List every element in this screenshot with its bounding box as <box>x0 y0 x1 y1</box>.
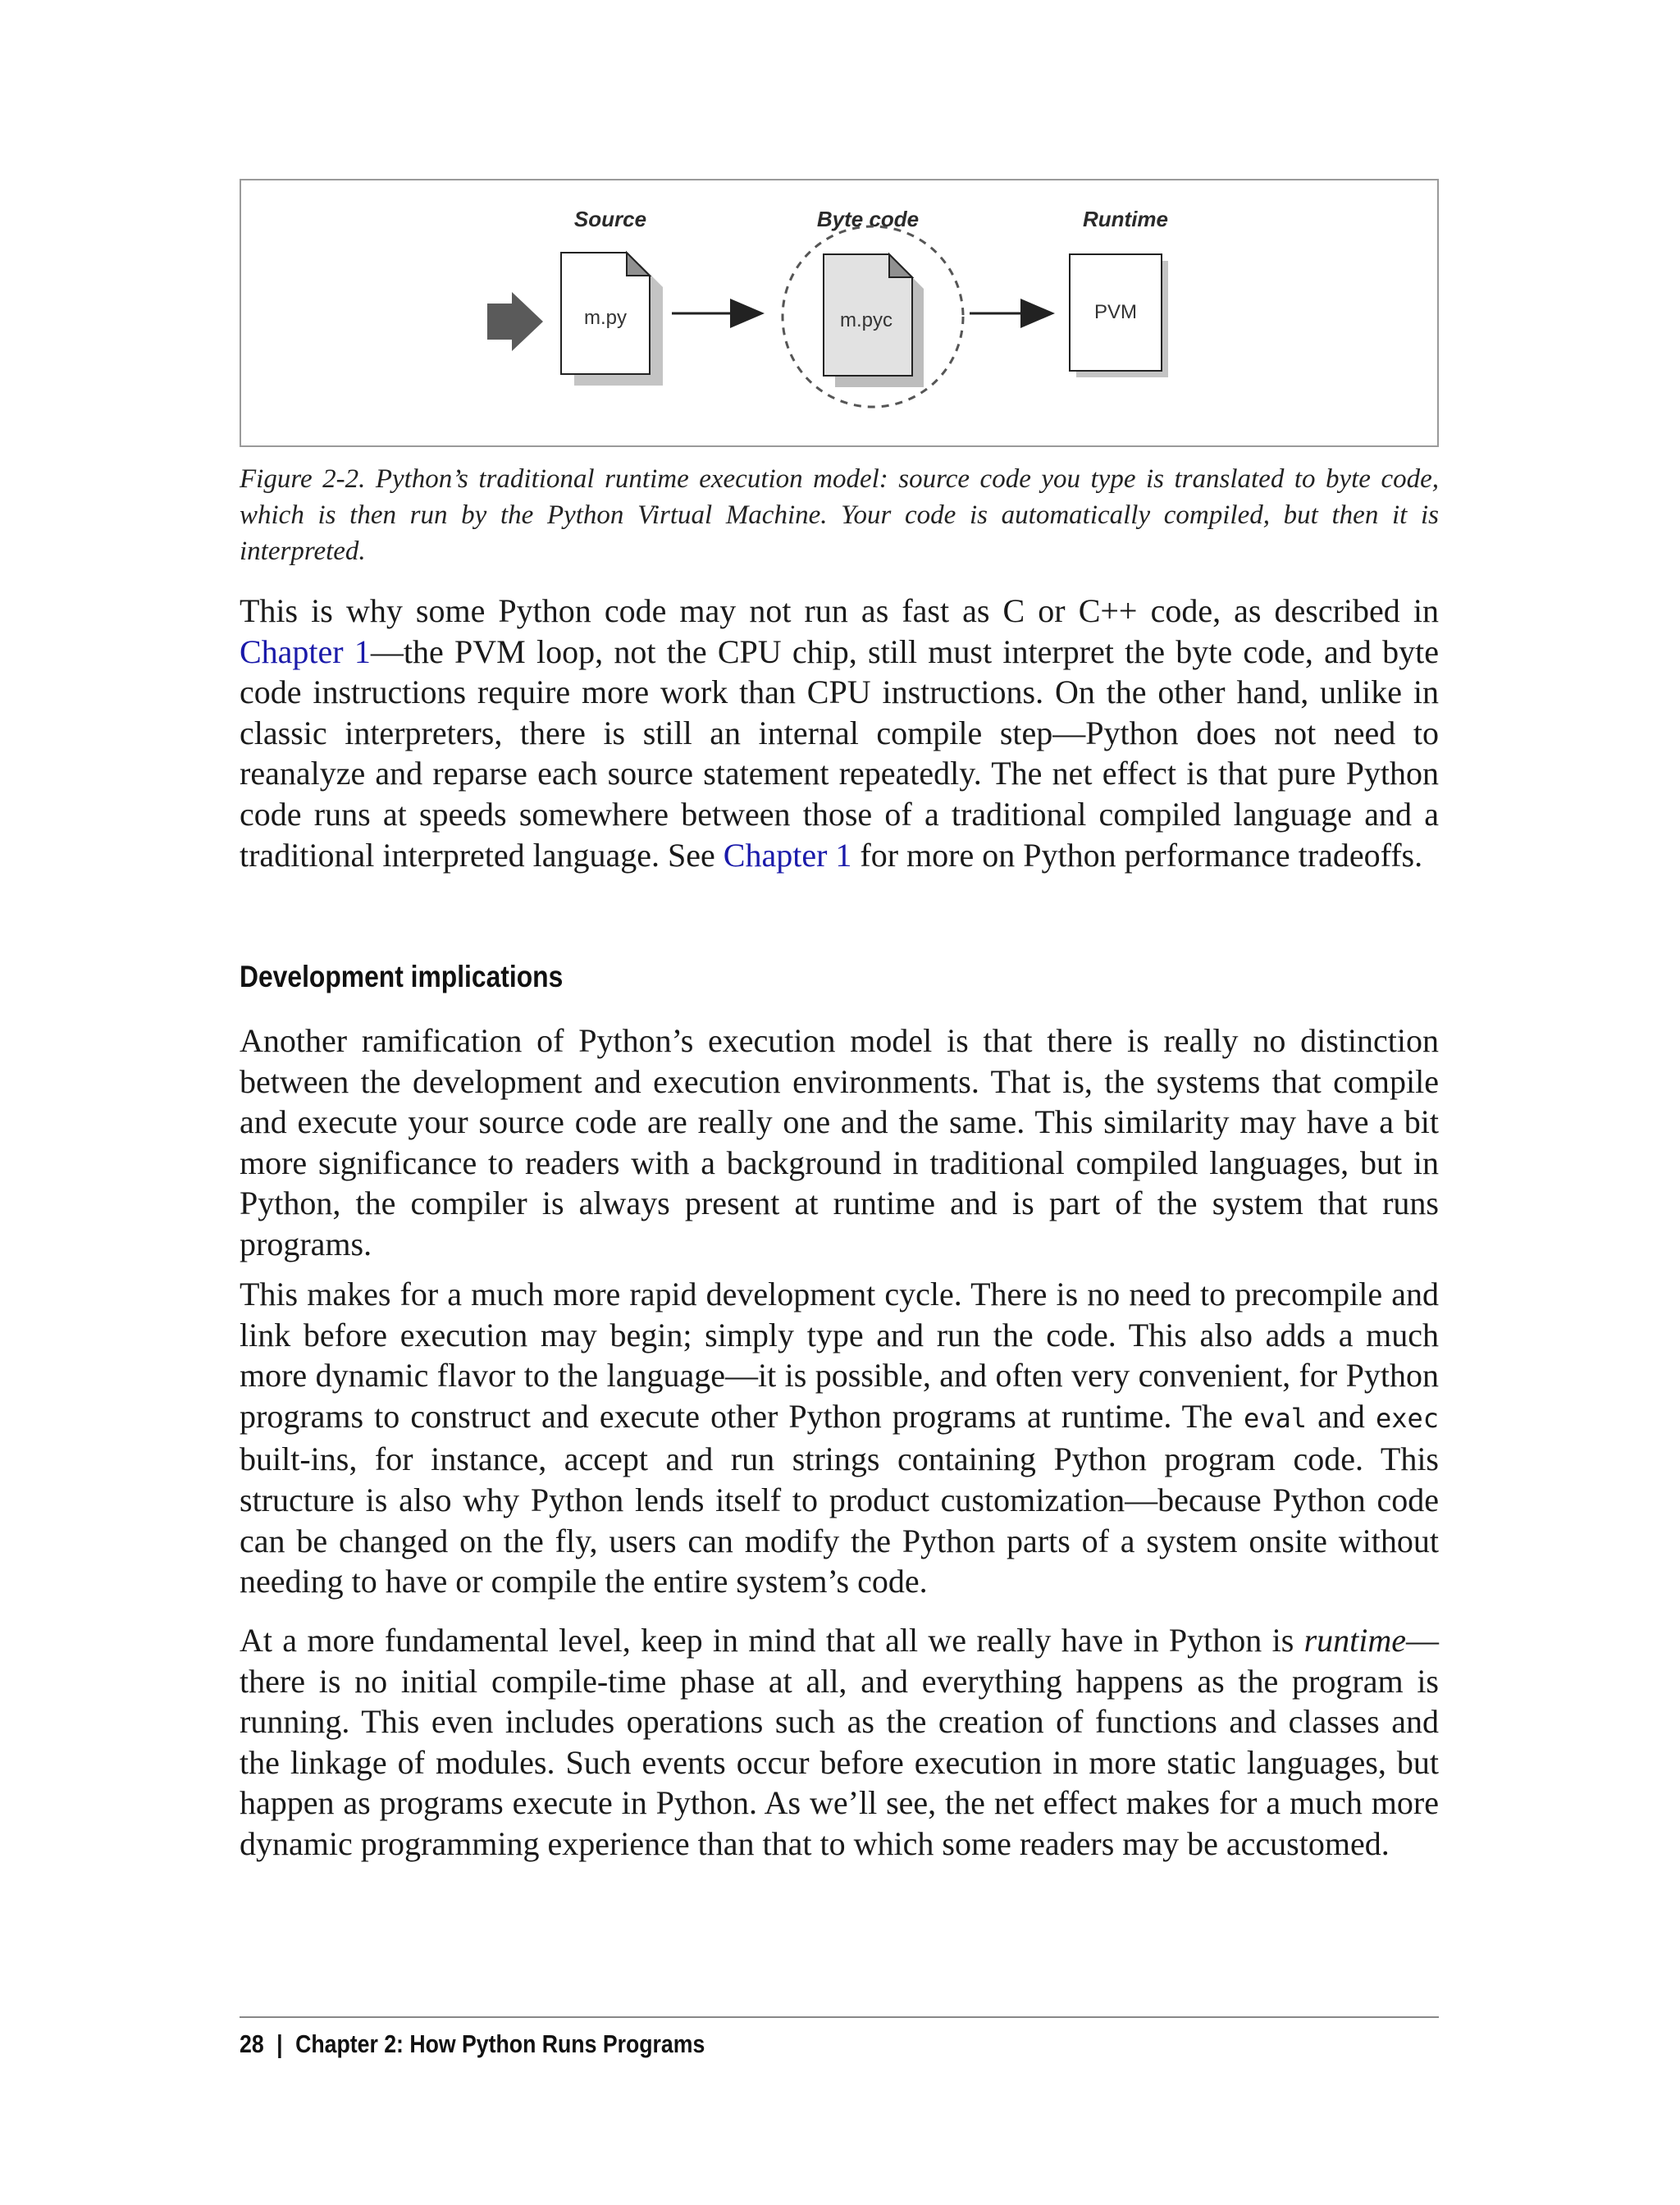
paragraph-ramification: Another ramification of Python’s execution model is that there is really no distinction between the development and execution environments. That is, the systems that compile and execute your source code are really one and the same. This similarity may have a bit more significance to readers with a background in traditional compiled languages, but in Python, the compiler is always present at runtime and is part of the system that runs programs. <box>240 1022 1439 1262</box>
footer-rule <box>240 2016 1439 2018</box>
p4-text-b: — there is no initial compile-time phase at all, and everything happens as the program is running. This even includes operations such as the creation of functions and classes and the linkage of modules. Such events occur before execution in more static languages, but happen as programs execute in Python. As we’ll see, the net effect makes for a much more dynamic programming experience than that to which some readers may be accustomed. <box>240 1622 1439 1862</box>
page-number: 28 <box>240 2029 264 2058</box>
p1-text-c: for more on Python performance tradeoffs. <box>851 836 1423 874</box>
footer-chapter-title: Chapter 2: How Python Runs Programs <box>295 2029 705 2058</box>
p3-text-c: built-ins, for instance, accept and run strings containing Python program code. This structure is also why Python lends itself to product customization—because Python code can be changed on the fly, users can modify the Python parts of a system onsite without needing to have or compile the entire system’s code. <box>240 1440 1439 1600</box>
exec-code: exec <box>1375 1402 1439 1434</box>
section-heading: Development implications <box>240 960 564 993</box>
footer-separator: | <box>276 2029 283 2058</box>
eval-code: eval <box>1243 1402 1308 1434</box>
chapter-1-link[interactable]: Chapter 1 <box>240 632 371 670</box>
p3-text-a: This makes for a much more rapid development cycle. There is no need to precompile and link before execution may begin; simply type and run the code. This also adds a much more dynamic flavor to the language—it is possible, and often very convenient, for Python programs to construct and execute other Python programs at runtime. The <box>240 1276 1439 1435</box>
pvm-label: PVM <box>1093 301 1138 323</box>
figure-caption: Figure 2-2. Python’s traditional runtime execution model: source code you type is translated to byte code, which is then run by the Python Virtual Machine. Your code is automatically compiled, but then it is interpreted. <box>240 464 1439 566</box>
paragraph-runtime <box>240 1620 1439 1865</box>
bytecode-file-name: m.pyc <box>839 309 893 331</box>
source-file-name: m.py <box>583 307 628 329</box>
execution-model-diagram <box>241 180 1440 449</box>
figure-2-2 <box>240 179 1439 447</box>
p4-text-a: At a more fundamental level, keep in mind that all we really have in Python is <box>240 1622 1304 1659</box>
p1-text-a: This is why some Python code may not run as fast as C or C++ code, as described in <box>240 592 1439 629</box>
p3-text-b: and <box>1307 1397 1376 1435</box>
p1-text-b: —the PVM loop, not the CPU chip, still must interpret the byte code, and byte code instructions require more work than CPU instructions. On the other hand, unlike in classic interpreters, there is still an internal compile step—Python does not need to reanalyze and reparse each source statement repeatedly. The net effect is that pure Python code runs at speeds somewhere between those of a traditional compiled language and a traditional interpreted language. See <box>240 632 1439 874</box>
label-source: Source <box>573 207 647 231</box>
chapter-1-link-2[interactable]: Chapter 1 <box>723 836 852 874</box>
label-runtime: Runtime <box>1083 207 1168 231</box>
runtime-emphasis: runtime <box>1303 1622 1406 1659</box>
page-footer <box>240 2029 705 2059</box>
label-byte-code: Byte code <box>816 207 920 231</box>
paragraph-development-cycle <box>240 1274 1439 1602</box>
paragraph-performance <box>240 591 1439 875</box>
input-arrow-icon <box>487 292 543 351</box>
